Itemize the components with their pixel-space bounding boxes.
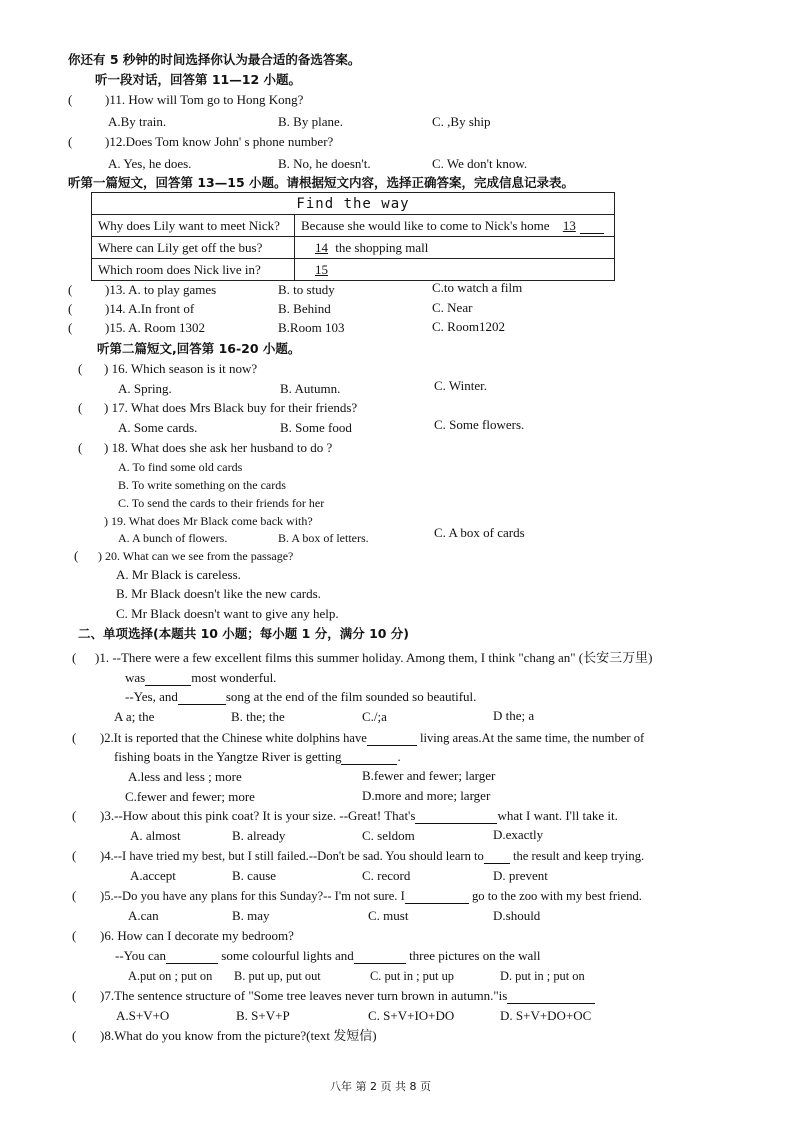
answer-paren-17[interactable]: ( [78,400,83,415]
q15-option-b: B.Room 103 [278,320,345,335]
s4-blank[interactable] [484,851,510,864]
s5-line1-a: )5.--Do you have any plans for this Sunday?-- I'm not sure. I [100,889,405,903]
q13-option-c: C.to watch a film [432,280,523,295]
s4-line1 [100,848,644,864]
q15-stem: )15. A. Room 1302 [105,320,206,335]
s4-line1-b: the result and keep trying. [513,849,645,863]
q20-option-a: A. Mr Black is careless. [116,567,241,582]
q12-option-b: B. No, he doesn't. [278,156,371,171]
s1-line3-a: --Yes, and [125,689,178,704]
answer-paren-15[interactable]: ( [68,320,73,335]
s4-line1-a: )4.--I have tried my best, but I still failed.--Don't be sad. You should learn to [100,849,484,863]
s7-blank[interactable] [507,991,595,1004]
s6-line2-a: --You can [115,948,167,963]
table-row3-answer [295,259,615,281]
s2-line2 [114,749,401,765]
dialog-instructions: 听一段对话，回答第 11—12 小题。 [95,72,301,87]
q18-option-c: C. To send the cards to their friends for her [118,496,325,510]
answer-paren-s8[interactable]: ( [72,1028,77,1043]
s1-option-a: A a; the [114,709,155,724]
q12-option-c: C. We don't know. [432,156,528,171]
answer-paren-16[interactable]: ( [78,361,83,376]
s2-line2-a: fishing boats in the Yangtze River is getting [114,749,342,764]
info-record-table [91,192,615,281]
answer-paren-s1[interactable]: ( [72,650,77,665]
q11-option-a: A.By train. [108,114,167,129]
blank-14[interactable]: 14 [315,239,328,255]
s6-option-b: B. put up, put out [234,969,321,983]
q19-option-a: A. A bunch of flowers. [118,531,228,545]
s6-blank2[interactable] [354,951,406,964]
answer-paren-s4[interactable]: ( [72,848,77,863]
q17-option-b: B. Some food [280,420,352,435]
answer-paren-11[interactable]: ( [68,92,73,107]
q16-stem: ) 16. Which season is it now? [104,361,258,376]
blank-15[interactable]: 15 [315,261,328,277]
s2-line2-b: . [397,749,401,764]
table-title: Find the way [92,193,615,215]
s5-line1-b: go to the zoo with my best friend. [471,889,642,903]
s1-option-d: D the; a [493,708,535,723]
q18-option-a: A. To find some old cards [118,460,243,474]
s4-option-b: B. cause [232,868,277,883]
s1-blank1[interactable] [145,673,191,686]
q19-option-c: C. A box of cards [434,525,525,540]
s6-option-d: D. put in ; put on [500,969,585,983]
q16-option-b: B. Autumn. [280,381,341,396]
answer-paren-s2[interactable]: ( [72,730,77,745]
s7-option-c: C. S+V+IO+DO [368,1008,455,1023]
table-row1-question: Why does Lily want to meet Nick? [92,215,295,237]
table-row1-text: Because she would like to come to Nick's home [301,217,550,233]
answer-paren-14[interactable]: ( [68,301,73,316]
s7-option-d: D. S+V+DO+OC [500,1008,592,1023]
s6-option-c: C. put in ; put up [370,969,454,983]
s7-option-b: B. S+V+P [236,1008,290,1023]
s3-line1-b: what I want. I'll take it. [497,808,618,823]
s6-line1: )6. How can I decorate my bedroom? [100,928,294,943]
q14-stem: )14. A.In front of [105,301,195,316]
answer-paren-s6[interactable]: ( [72,928,77,943]
q14-option-b: B. Behind [278,301,331,316]
s2-blank2[interactable] [341,752,397,765]
s6-line2-b: some colourful lights and [221,948,354,963]
table-row2-answer [295,237,615,259]
s8-line1: )8.What do you know from the picture?(text 发短信) [100,1028,377,1043]
s1-line3 [125,689,476,705]
s5-line1 [100,888,642,904]
q19-option-b: B. A box of letters. [278,531,369,545]
s5-option-c: C. must [368,908,409,923]
table-row1-answer [295,215,615,237]
s6-blank1[interactable] [166,951,218,964]
s5-option-b: B. may [232,908,270,923]
page-footer: 八年 第 2 页 共 8 页 [330,1080,431,1093]
s6-option-a: A.put on ; put on [128,969,213,983]
s1-line2 [125,670,276,686]
answer-paren-s5[interactable]: ( [72,888,77,903]
q17-option-a: A. Some cards. [118,420,198,435]
s2-option-a: A.less and less ; more [128,769,242,784]
q18-stem: ) 18. What does she ask her husband to do ? [104,440,333,455]
intro-line: 你还有 5 秒钟的时间选择你认为最合适的备选答案。 [68,52,361,67]
s1-blank2[interactable] [178,692,226,705]
answer-paren-s3[interactable]: ( [72,808,77,823]
s3-option-d: D.exactly [493,827,544,842]
s2-blank1[interactable] [367,733,417,746]
table-row2-text: the shopping mall [335,239,429,255]
q20-stem: ) 20. What can we see from the passage? [98,549,294,563]
s3-option-b: B. already [232,828,286,843]
s1-option-b: B. the; the [231,709,285,724]
s5-option-d: D.should [493,908,541,923]
s5-blank[interactable] [405,891,469,904]
q17-option-c: C. Some flowers. [434,417,525,432]
s3-option-a: A. almost [130,828,181,843]
s3-line1-a: )3.--How about this pink coat? It is your size. --Great! That's [100,808,416,823]
s2-line1-b: living areas.At the same time, the number of [420,731,645,745]
q11-stem: )11. How will Tom go to Hong Kong? [105,92,304,107]
q19-stem: ) 19. What does Mr Black come back with? [104,514,313,528]
answer-paren-12[interactable]: ( [68,134,73,149]
q14-option-c: C. Near [432,300,473,315]
s1-line3-b: song at the end of the film sounded so beautiful. [225,689,477,704]
s3-line1 [100,808,618,824]
s3-blank[interactable] [415,811,497,824]
q17-stem: ) 17. What does Mrs Black buy for their friends? [104,400,358,415]
s6-line2-c: three pictures on the wall [409,948,541,963]
blank-13[interactable]: 13 [562,217,576,233]
q13-option-b: B. to study [278,282,335,297]
answer-paren-20[interactable]: ( [74,548,79,563]
answer-paren-13[interactable]: ( [68,282,73,297]
q12-stem: )12.Does Tom know John' s phone number? [105,134,334,149]
passage1-instructions: 听第一篇短文，回答第 13—15 小题。请根据短文内容，选择正确答案，完成信息记录表。 [68,175,574,190]
s2-line1-a: )2.It is reported that the Chinese white dolphins have [100,731,367,745]
s2-option-d: D.more and more; larger [362,788,491,803]
s2-line1 [100,730,644,746]
s6-line2 [115,948,540,964]
q12-option-a: A. Yes, he does. [108,156,192,171]
q20-option-b: B. Mr Black doesn't like the new cards. [116,586,321,601]
s1-line1: )1. --There were a few excellent films this summer holiday. Among them, I think "chang an" (长安三万里) [95,650,653,665]
q11-option-c: C. ,By ship [432,114,491,129]
s3-option-c: C. seldom [362,828,415,843]
table-row2-question: Where can Lily get off the bus? [92,237,295,259]
s1-line2-a: was [125,670,146,685]
table-row3-question: Which room does Nick live in? [92,259,295,281]
s4-option-a: A.accept [130,868,176,883]
section2-heading: 二、单项选择(本题共 10 小题；每小题 1 分，满分 10 分) [78,626,410,641]
s2-option-c: C.fewer and fewer; more [125,789,255,804]
s4-option-c: C. record [362,868,411,883]
q11-option-b: B. By plane. [278,114,343,129]
s4-option-d: D. prevent [493,868,548,883]
s1-option-c: C./;a [362,709,387,724]
q16-option-c: C. Winter. [434,378,488,393]
q18-option-b: B. To write something on the cards [118,478,286,492]
q15-option-c: C. Room1202 [432,319,505,334]
s7-line1 [100,988,595,1004]
s7-line1-text: )7.The sentence structure of "Some tree leaves never turn brown in autumn."is [100,988,508,1003]
s2-option-b: B.fewer and fewer; larger [362,768,496,783]
passage2-instructions: 听第二篇短文,回答第 16-20 小题。 [97,341,301,356]
answer-paren-18[interactable]: ( [78,440,83,455]
s1-line2-b: most wonderful. [191,670,277,685]
s7-option-a: A.S+V+O [116,1008,170,1023]
q16-option-a: A. Spring. [118,381,172,396]
q13-stem: )13. A. to play games [105,282,217,297]
s5-option-a: A.can [128,908,159,923]
answer-paren-s7[interactable]: ( [72,988,77,1003]
q20-option-c: C. Mr Black doesn't want to give any help. [116,606,339,621]
